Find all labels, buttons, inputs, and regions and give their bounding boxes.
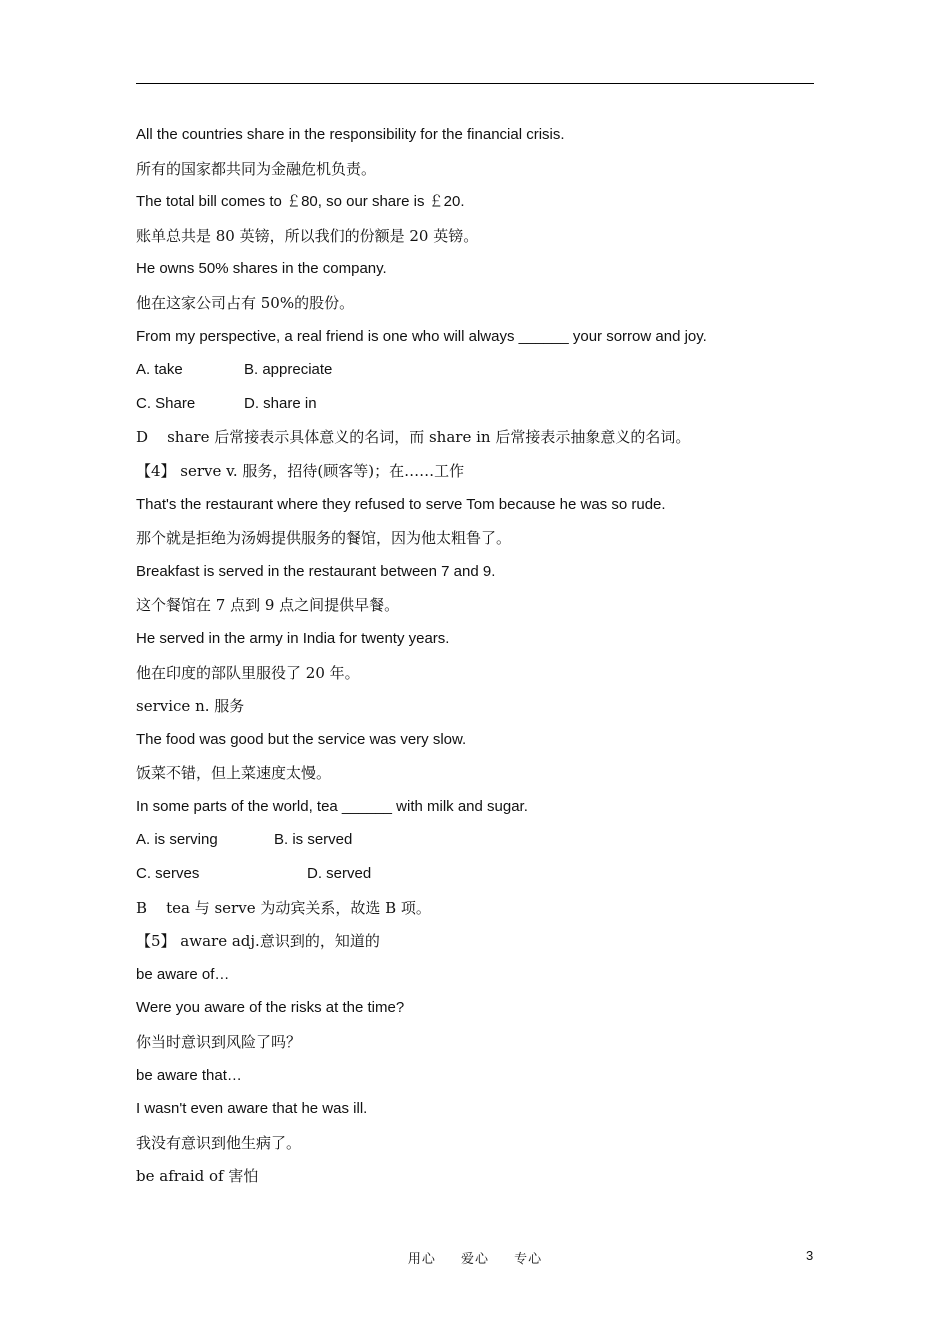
english-line: The total bill comes to ￡80, so our share is ￡20. — [136, 193, 465, 211]
english-line: I wasn't even aware that he was ill. — [136, 1100, 368, 1118]
english-line: Breakfast is served in the restaurant between 7 and 9. — [136, 562, 496, 580]
chinese-line: service n. 服务 — [136, 697, 245, 716]
chinese-line: 我没有意识到他生病了。 — [136, 1133, 302, 1152]
page-number: 3 — [806, 1248, 814, 1263]
answer-option: C. Share — [136, 394, 196, 412]
chinese-line: 所有的国家都共同为金融危机负责。 — [136, 159, 377, 178]
english-line: He served in the army in India for twenty years. — [136, 629, 450, 647]
option-row — [136, 826, 816, 860]
chinese-line: 他在这家公司占有 50%的股份。 — [136, 293, 355, 312]
option-row — [136, 356, 816, 390]
answer-option: C. serves — [136, 865, 200, 883]
answer-option: B. is served — [274, 831, 353, 849]
option-row — [136, 860, 816, 894]
answer-option: D. served — [307, 865, 372, 883]
chinese-line: 你当时意识到风险了吗？ — [136, 1033, 302, 1052]
footer-item-2: 爱心 — [460, 1252, 489, 1267]
header-rule — [136, 83, 814, 84]
answer-option: B. appreciate — [244, 361, 333, 379]
footer-item-1: 用心 — [407, 1252, 436, 1267]
english-line: The food was good but the service was very slow. — [136, 730, 467, 748]
answer-option: A. is serving — [136, 831, 218, 849]
chinese-line: 账单总共是 80 英镑，所以我们的份额是 20 英镑。 — [136, 226, 479, 245]
english-line: be aware of… — [136, 965, 230, 983]
english-line: All the countries share in the responsibility for the financial crisis. — [136, 126, 565, 143]
chinese-line: be afraid of 害怕 — [136, 1167, 259, 1186]
chinese-line: 【4】 serve v. 服务，招待(顾客等)；在……工作 — [136, 461, 465, 480]
english-line: Were you aware of the risks at the time? — [136, 999, 405, 1017]
answer-option: D. share in — [244, 394, 317, 412]
answer-option: A. take — [136, 361, 183, 379]
chinese-line: B tea 与 serve 为动宾关系，故选 B 项。 — [136, 898, 431, 917]
english-line: That's the restaurant where they refused to serve Tom because he was so rude. — [136, 495, 666, 513]
footer-item-3: 专心 — [514, 1252, 543, 1267]
option-row — [136, 390, 816, 424]
chinese-line: 那个就是拒绝为汤姆提供服务的餐馆，因为他太粗鲁了。 — [136, 529, 512, 548]
english-line: He owns 50% shares in the company. — [136, 260, 387, 278]
english-line: From my perspective, a real friend is one who will always ______ your sorrow and joy. — [136, 327, 707, 345]
chinese-line: 他在印度的部队里服役了 20 年。 — [136, 663, 360, 682]
chinese-line: 饭菜不错，但上菜速度太慢。 — [136, 764, 332, 783]
chinese-line: 【5】 aware adj.意识到的，知道的 — [136, 932, 380, 951]
chinese-line: D share 后常接表示具体意义的名词，而 share in 后常接表示抽象意义的名词。 — [136, 428, 691, 447]
document-body — [136, 121, 816, 1196]
english-line: be aware that… — [136, 1066, 242, 1084]
english-line: In some parts of the world, tea ______ with milk and sugar. — [136, 797, 528, 815]
chinese-line: 这个餐馆在 7 点到 9 点之间提供早餐。 — [136, 596, 400, 615]
